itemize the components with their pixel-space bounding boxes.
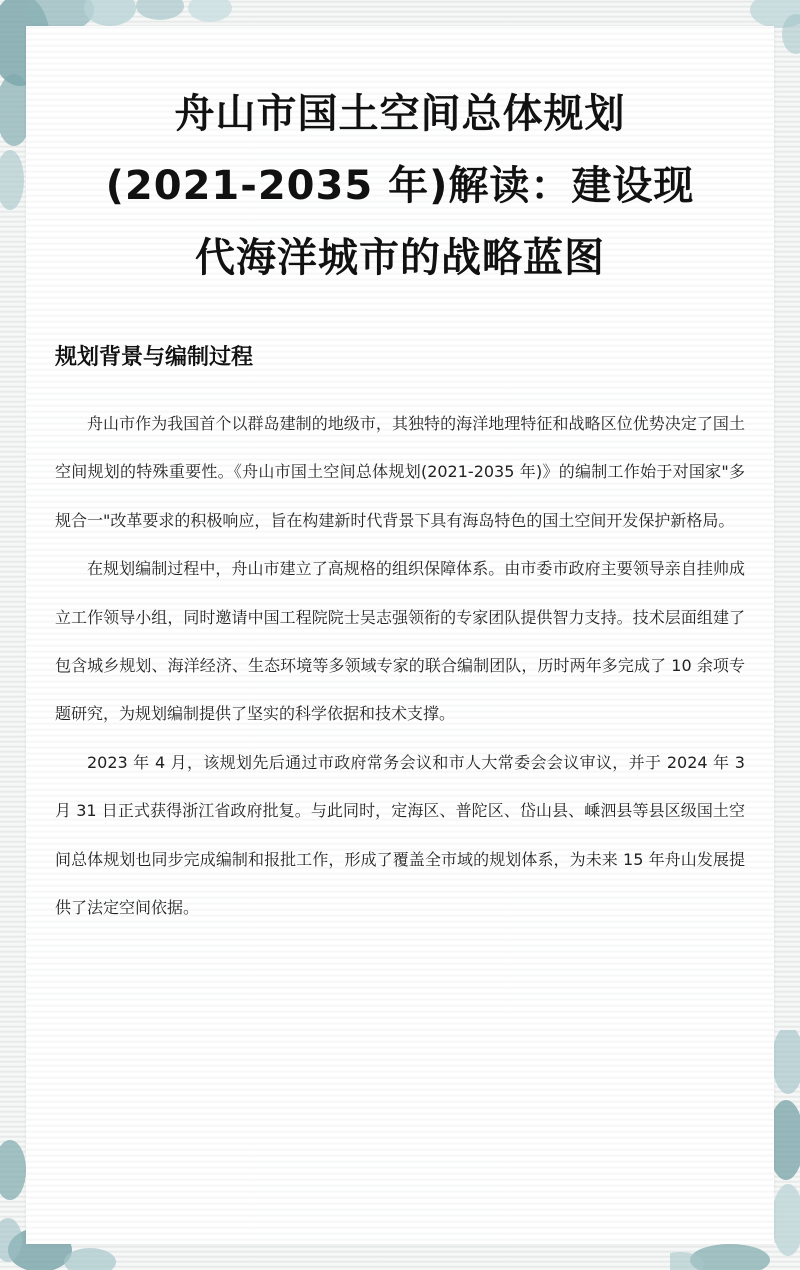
article-title <box>66 78 734 294</box>
paragraph-background: 舟山市作为我国首个以群岛建制的地级市，其独特的海洋地理特征和战略区位优势决定了国土空间规划的特殊重要性。《舟山市国土空间总体规划(2021-2035 年)》的编制工作始于对国家"多规合一"改革要求的积极响应，旨在构建新时代背景下具有海岛特色的国土空间开发保护新格局。 <box>55 414 745 530</box>
paragraph-approval: 2023 年 4 月，该规划先后通过市政府常务会议和市人大常委会会议审议，并于 2024 年 3 月 31 日正式获得浙江省政府批复。与此同时，定海区、普陀区、岱山县、嵊泗县等县区级国土空间总体规划也同步完成编制和报批工作，形成了覆盖全市域的规划体系，为未来 15 年舟山发展提供了法定空间依据。 <box>55 752 745 918</box>
article-title-line-2: (2021-2035 年)解读：建设现 <box>105 163 695 209</box>
article-title-line-3: 代海洋城市的战略蓝图 <box>195 235 605 281</box>
article-body <box>55 400 745 932</box>
article-card <box>26 26 774 1244</box>
article-title-line-1: 舟山市国土空间总体规划 <box>174 91 626 137</box>
section-heading: 规划背景与编制过程 <box>55 345 254 370</box>
paragraph-organization: 在规划编制过程中，舟山市建立了高规格的组织保障体系。由市委市政府主要领导亲自挂帅成立工作领导小组，同时邀请中国工程院院士吴志强领衔的专家团队提供智力支持。技术层面组建了包含城乡规划、海洋经济、生态环境等多领域专家的联合编制团队，历时两年多完成了 10 余项专题研究，为规划编制提供了坚实的科学依据和技术支撑。 <box>55 559 745 724</box>
